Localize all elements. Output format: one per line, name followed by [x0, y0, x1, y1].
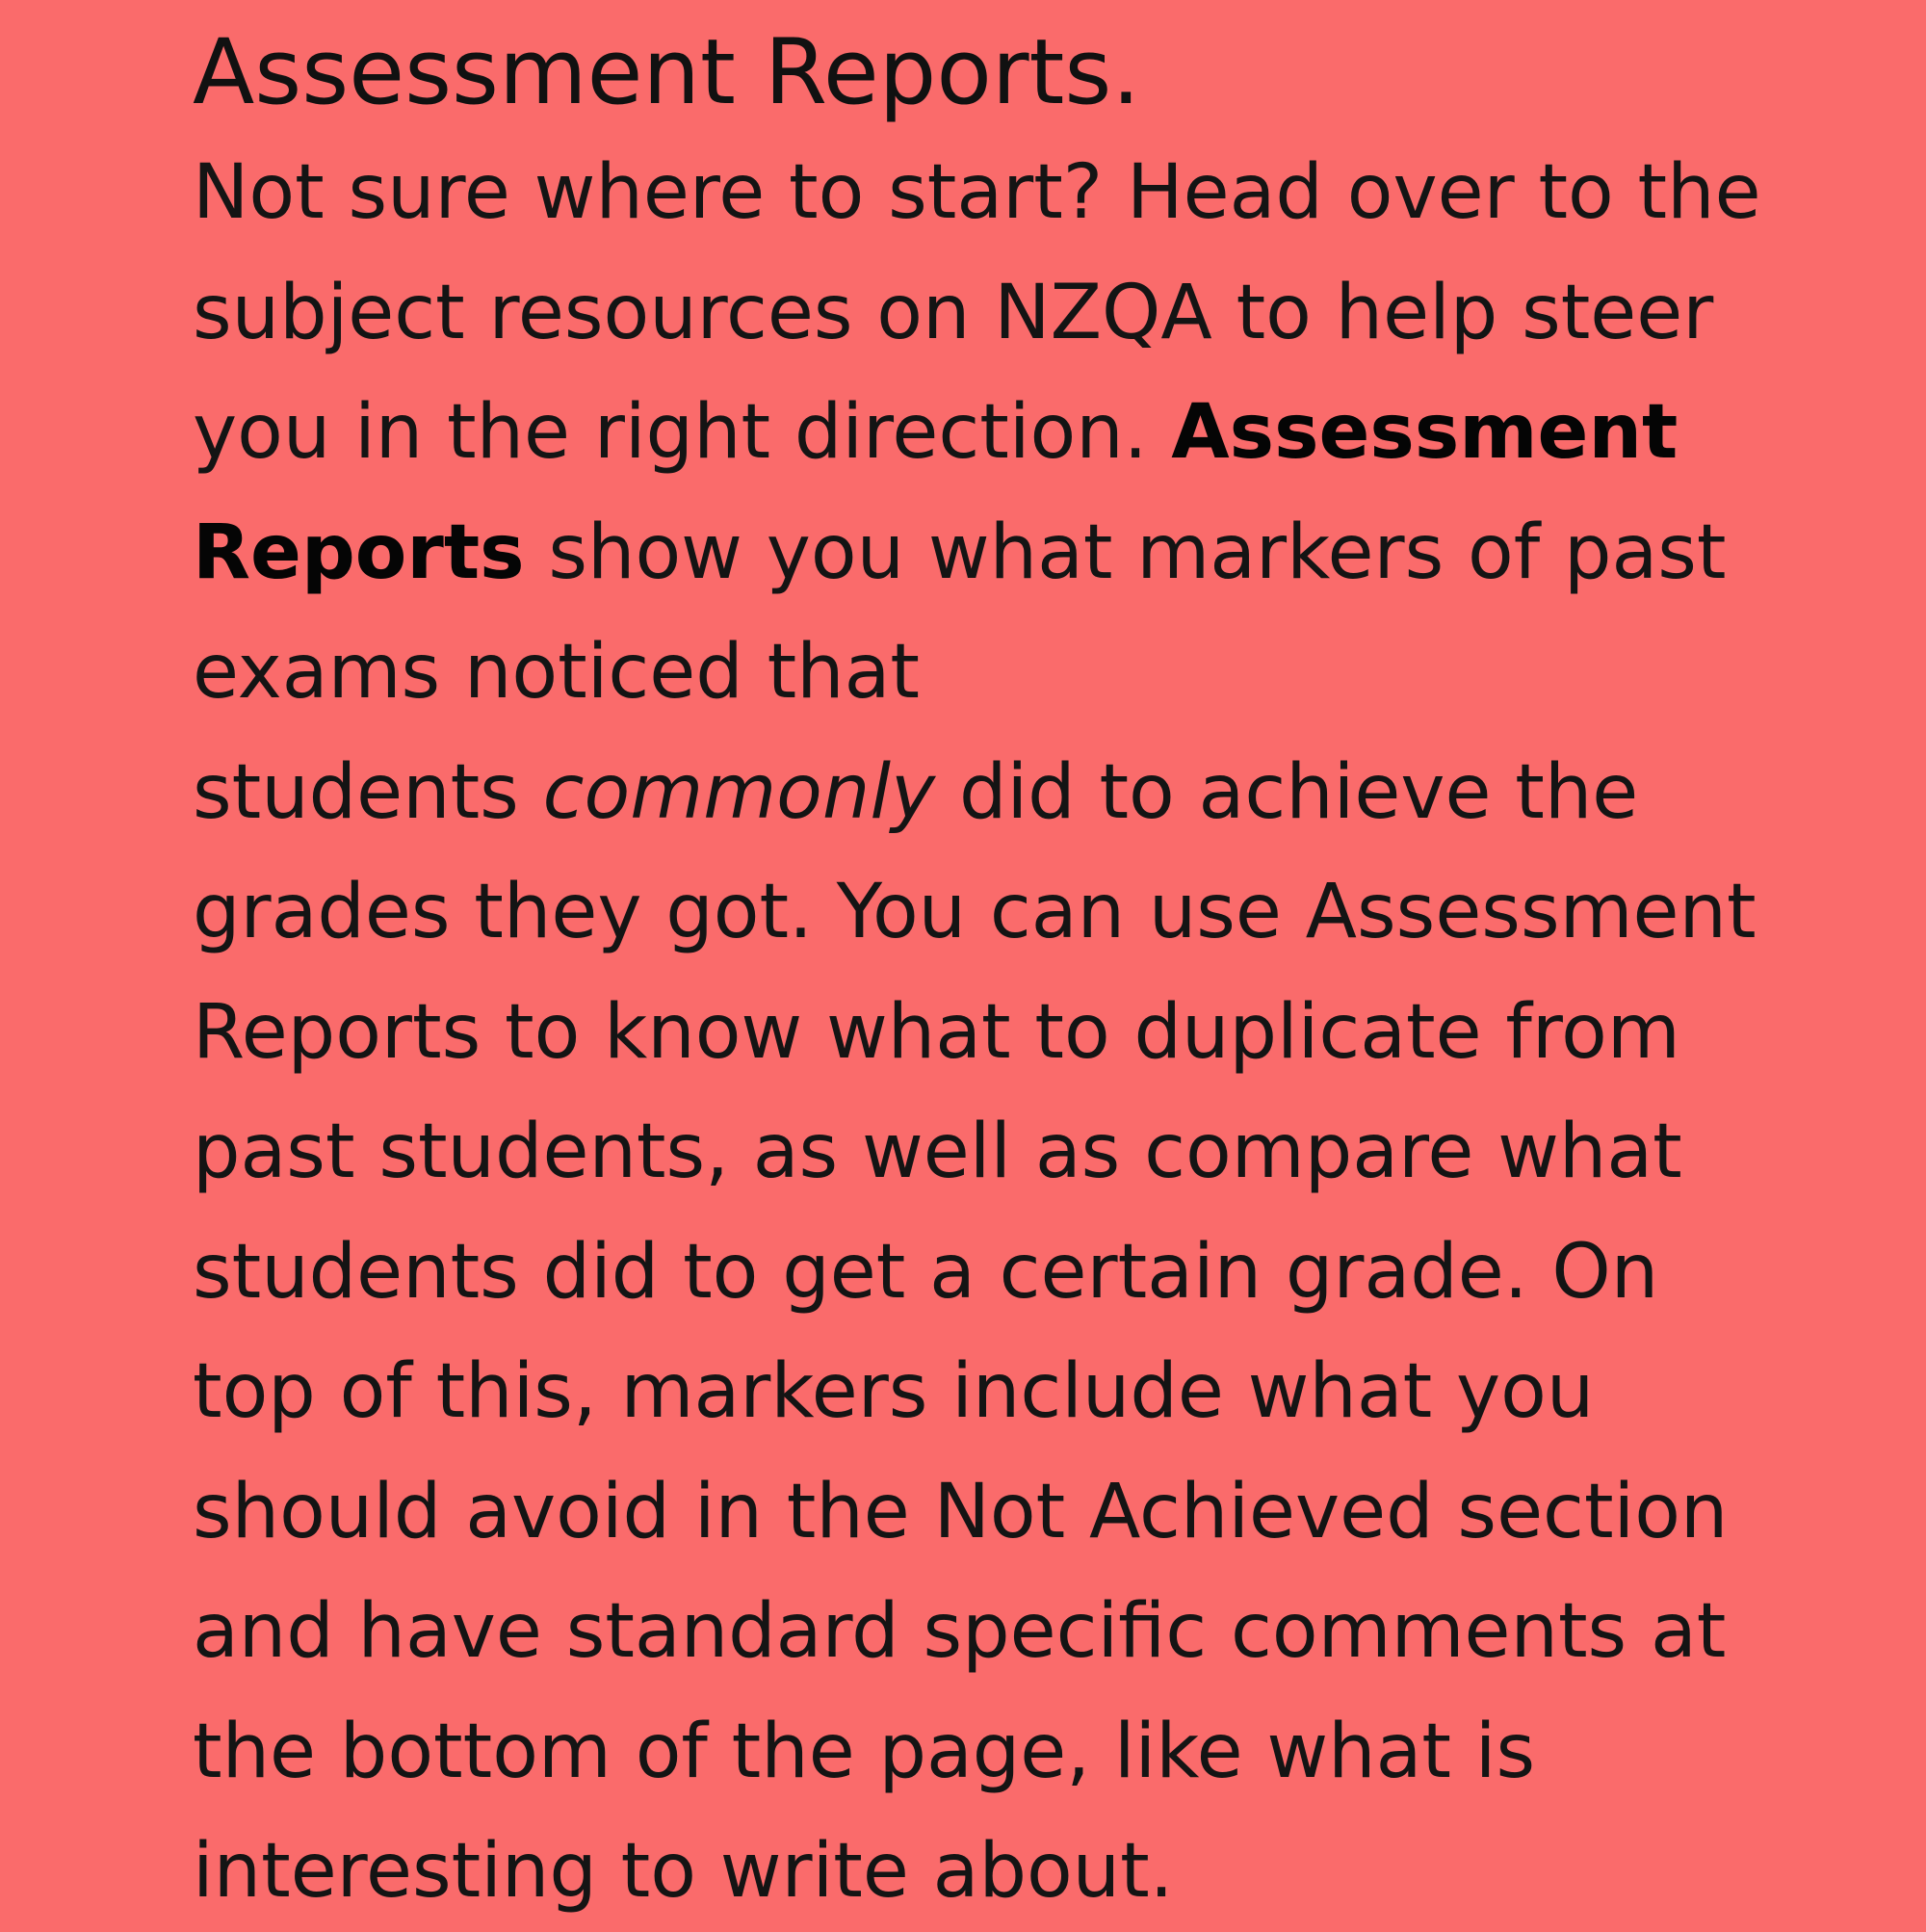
body-line-5: exams noticed that	[193, 629, 920, 716]
body-line-7: grades they got. You can use Assessment	[193, 869, 1757, 955]
body-line-15: interesting to write about.	[193, 1828, 1174, 1915]
body-line-11: top of this, markers include what you	[193, 1348, 1595, 1435]
body-line-6-text-post: did to achieve the	[935, 748, 1639, 836]
page-title: Assessment Reports.	[193, 20, 1141, 125]
body-line-9: past students, as well as compare what	[193, 1109, 1682, 1195]
body-line-4-text: show you what markers of past	[524, 509, 1727, 596]
body-line-10: students did to get a certain grade. On	[193, 1228, 1659, 1316]
body-line-14: the bottom of the page, like what is	[193, 1708, 1536, 1795]
body-line-3-text: you in the right direction.	[193, 389, 1172, 476]
body-paragraph	[193, 133, 1887, 1932]
body-line-3	[193, 373, 1887, 493]
body-line-4	[193, 493, 1887, 614]
body-line-6-text-pre: students	[193, 748, 543, 836]
bold-term-reports: Reports	[193, 509, 525, 596]
italic-term-commonly: commonly	[542, 748, 936, 836]
bold-term-assessment: Assessment	[1171, 389, 1679, 476]
body-line-13: and have standard specific comments at	[193, 1588, 1727, 1675]
body-line-6	[193, 733, 1887, 853]
body-line-2: subject resources on NZQA to help steer	[193, 269, 1714, 356]
body-line-1: Not sure where to start? Head over to the	[193, 149, 1761, 236]
body-line-12: should avoid in the Not Achieved section	[193, 1468, 1729, 1555]
body-line-8: Reports to know what to duplicate from	[193, 988, 1680, 1076]
